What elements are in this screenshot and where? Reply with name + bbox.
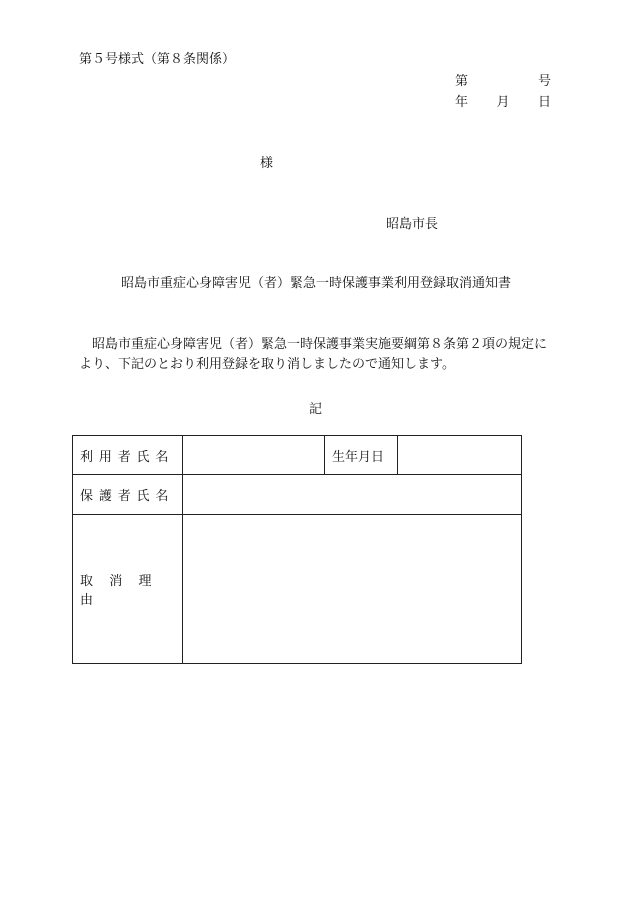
reason-label: 取消理由 bbox=[73, 515, 183, 664]
notation-ki: 記 bbox=[309, 402, 323, 417]
birthdate-value bbox=[398, 436, 522, 475]
ref-number-suffix: 号 bbox=[537, 74, 551, 89]
issuer-name: 昭島市長 bbox=[386, 217, 439, 232]
user-name-label: 利用者氏名 bbox=[73, 436, 183, 475]
date-year: 年 bbox=[455, 95, 469, 110]
birthdate-label: 生年月日 bbox=[325, 436, 398, 475]
issue-date bbox=[455, 91, 551, 110]
date-day: 日 bbox=[537, 95, 551, 110]
document-title: 昭島市重症心身障害児（者）緊急一時保護事業利用登録取消通知書 bbox=[121, 276, 512, 291]
guardian-name-label: 保護者氏名 bbox=[73, 475, 183, 515]
table-row-user bbox=[73, 436, 522, 475]
record-table bbox=[72, 435, 522, 664]
reference-number bbox=[455, 70, 551, 89]
form-number: 第５号様式（第８条関係） bbox=[79, 52, 236, 67]
addressee-honorific: 様 bbox=[260, 156, 274, 171]
date-month: 月 bbox=[496, 95, 510, 110]
guardian-name-value bbox=[183, 475, 522, 515]
body-paragraph: 昭島市重症心身障害児（者）緊急一時保護事業実施要綱第８条第２項の規定により、下記のとおり利用登録を取り消しましたので通知します。 bbox=[79, 337, 548, 372]
table-row-guardian bbox=[73, 475, 522, 515]
reason-value bbox=[183, 515, 522, 664]
user-name-value bbox=[183, 436, 325, 475]
ref-number-prefix: 第 bbox=[455, 74, 469, 89]
table-row-reason bbox=[73, 515, 522, 664]
